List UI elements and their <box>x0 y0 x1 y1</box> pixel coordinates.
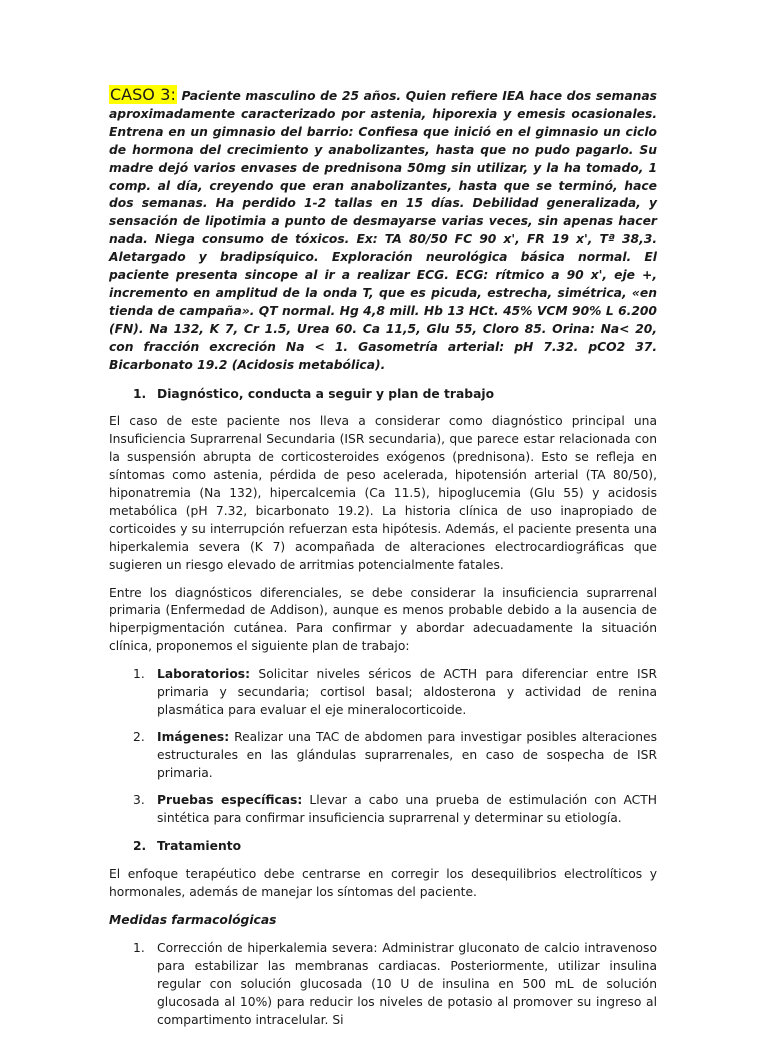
item-number: 1. <box>133 667 145 682</box>
item-label: Pruebas específicas: <box>157 792 303 807</box>
differential-paragraph: Entre los diagnósticos diferenciales, se debe considerar la insuficiencia suprarrenal primaria (Enfermedad de Addison), aunque es menos probable debido a la ausencia de hiperpigmentación cutánea. Para confirmar y abordar adecuadamente la situación clínica, proponemos el siguiente plan de trabajo: <box>109 585 657 654</box>
item-label: Laboratorios: <box>157 667 251 682</box>
work-plan-list <box>109 666 657 827</box>
list-item <box>109 792 657 828</box>
section-heading-diagnosis <box>109 386 657 404</box>
case-description <box>109 86 657 375</box>
section-number: 1. <box>133 386 147 401</box>
section-number: 2. <box>133 839 147 854</box>
list-item <box>109 729 657 783</box>
section-title: Tratamiento <box>157 839 242 854</box>
treatment-paragraph: El enfoque terapéutico debe centrarse en corregir los desequilibrios electrolíticos y hormonales, además de manejar los síntomas del paciente. <box>109 867 657 900</box>
item-text <box>157 792 657 828</box>
item-text <box>157 666 657 720</box>
item-number: 2. <box>133 729 145 744</box>
item-body: Solicitar niveles séricos de ACTH para diferenciar entre ISR primaria y secundaria; cortisol basal; aldosterona y actividad de renina plasmática para evaluar el eje mineralocorticoide. <box>157 667 657 717</box>
diagnosis-paragraph: El caso de este paciente nos lleva a considerar como diagnóstico principal una Insuficiencia Suprarrenal Secundaria (ISR secundaria), que parece estar relacionada con la suspensión abrupta de corticosteroides exógenos (prednisona). Esto se refleja en síntomas como astenia, pérdida de peso acelerada, hipotensión arterial (TA 80/50), hiponatremia (Na 132), hipercalcemia (Ca 11.5), hipoglucemia (Glu 55) y acidosis metabólica (pH 7.32, bicarbonato 19.2). La historia clínica de uso inapropiado de corticoides y su interrupción refuerzan esta hipótesis. Además, el paciente presenta una hiperkalemia severa (K 7) acompañada de alteraciones electrocardiográficas que sugieren un riesgo elevado de arritmias potencialmente fatales. <box>109 414 657 572</box>
item-number: 1. <box>133 941 145 956</box>
item-body: Llevar a cabo una prueba de estimulación con ACTH sintética para confirmar insuficiencia suprarrenal y determinar su etiología. <box>157 792 657 825</box>
section-title: Diagnóstico, conducta a seguir y plan de trabajo <box>157 386 495 401</box>
case-label: CASO 3: <box>110 85 176 104</box>
item-body: Realizar una TAC de abdomen para investigar posibles alteraciones estructurales en las glándulas suprarrenales, en caso de sospecha de ISR primaria. <box>157 729 657 780</box>
section-heading-treatment <box>109 838 657 856</box>
list-item <box>109 666 657 720</box>
list-item <box>109 940 657 1030</box>
item-text: Corrección de hiperkalemia severa: Administrar gluconato de calcio intravenoso para estabilizar las membranas cardiacas. Posteriormente, utilizar insulina regular con solución glucosada (10 U de insulina en 500 mL de solución glucosada al 10%) para reducir los niveles de potasio al promover su ingreso al compartimento intracelular. Si <box>157 941 657 1027</box>
item-label: Imágenes: <box>157 729 230 744</box>
case-text: Paciente masculino de 25 años. Quien refiere IEA hace dos semanas aproximadamente caracterizado por astenia, hiporexia y emesis ocasionales. Entrena en un gimnasio del barrio: Confiesa que inició en el gimnasio un ciclo de hormona del crecimiento y anabolizantes, hasta que no pudo pagarlo. Su madre dejó varios envases de prednisona 50mg sin utilizar, y la ha tomado, 1 comp. al día, creyendo que eran anabolizantes, hasta que se terminó, hace dos semanas. Ha perdido 1-2 tallas en 15 días. Debilidad generalizada, y sensación de lipotimia a punto de desmayarse varias veces, sin apenas hacer nada. Niega consumo de tóxicos. Ex: TA 80/50 FC 90 x', FR 19 x', Tª 38,3. Aletargado y bradipsíquico. Exploración neurológica básica normal. El paciente presenta sincope al ir a realizar ECG. ECG: rítmico a 90 x', eje +, incremento en amplitud de la onda T, que es picuda, estrecha, simétrica, «en tienda de campaña». QT normal. Hg 4,8 mill. Hb 13 HCt. 45% VCM 90% L 6.200 (FN). Na 132, K 7, Cr 1.5, Urea 60. Ca 11,5, Glu 55, Cloro 85. Orina: Na< 20, con fracción excreción Na < 1. Gasometría arterial: pH 7.32. pCO2 37. Bicarbonato 19.2 (Acidosis metabólica). <box>109 89 657 372</box>
item-text <box>157 729 657 783</box>
subheading-pharmacological: Medidas farmacológicas <box>109 913 277 928</box>
measures-list <box>109 940 657 1030</box>
item-number: 3. <box>133 792 145 807</box>
document-page <box>109 86 657 1039</box>
